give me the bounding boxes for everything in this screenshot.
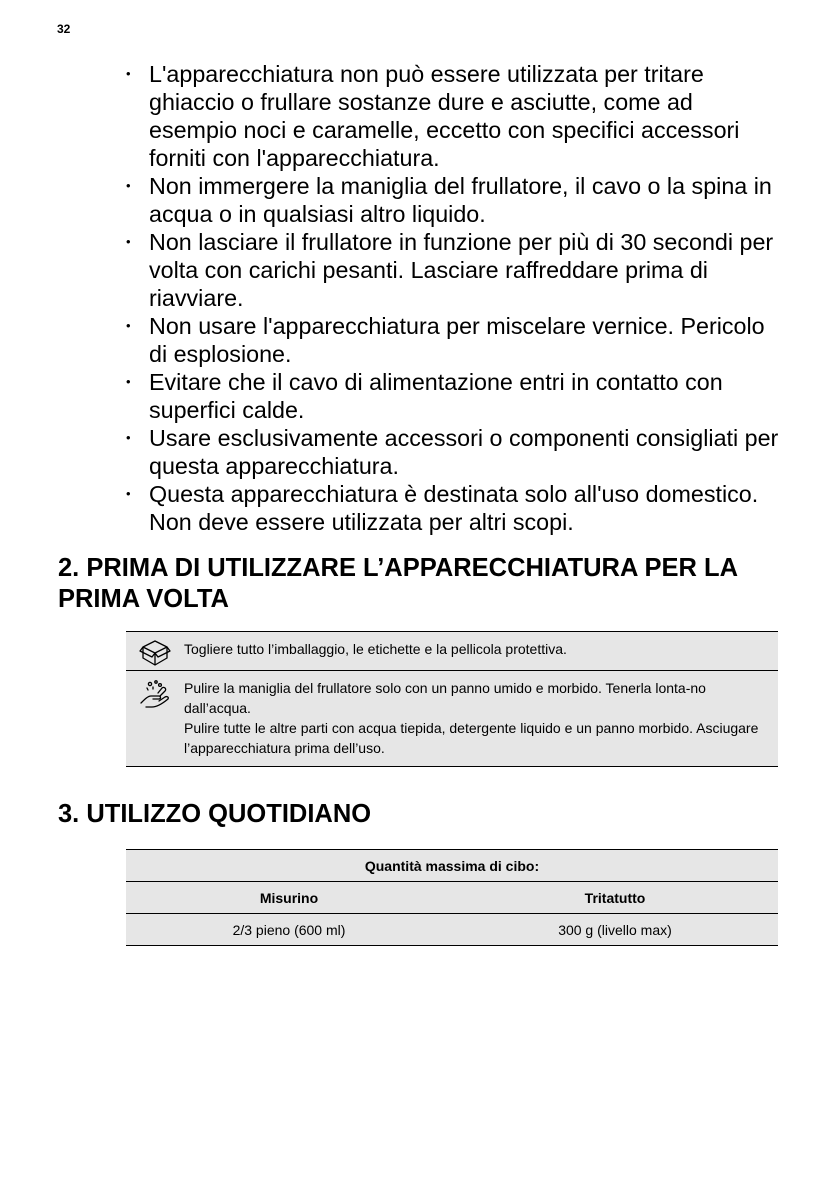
column-header: Tritatutto bbox=[452, 882, 778, 914]
list-item: • Questa apparecchiatura è destinata solo all'uso domestico. Non deve essere utilizzata per altri scopi. bbox=[125, 480, 785, 536]
safety-bullet-list bbox=[125, 60, 785, 536]
table-cell: 300 g (livello max) bbox=[452, 914, 778, 946]
instruction-text: Togliere tutto l’imballaggio, le etichette e la pellicola protettiva. bbox=[184, 641, 567, 657]
max-food-quantity-table bbox=[126, 849, 778, 946]
instruction-row bbox=[126, 632, 778, 670]
column-header: Misurino bbox=[126, 882, 452, 914]
hand-wash-icon bbox=[126, 671, 184, 766]
instruction-text: Pulire tutte le altre parti con acqua tiepida, detergente liquido e un panno morbido. Asciugare l’apparecchiatura prima dell’uso. bbox=[184, 720, 759, 756]
table-title: Quantità massima di cibo: bbox=[126, 850, 778, 882]
list-item: • Evitare che il cavo di alimentazione entri in contatto con superfici calde. bbox=[125, 368, 785, 424]
list-item: • Non usare l'apparecchiatura per miscelare vernice. Pericolo di esplosione. bbox=[125, 312, 785, 368]
page-number: 32 bbox=[57, 22, 71, 36]
list-item: • Non immergere la maniglia del frullatore, il cavo o la spina in acqua o in qualsiasi altro liquido. bbox=[125, 172, 785, 228]
box-unpack-icon bbox=[126, 632, 184, 670]
section-3-heading: 3. UTILIZZO QUOTIDIANO bbox=[58, 800, 372, 828]
table-cell: 2/3 pieno (600 ml) bbox=[126, 914, 452, 946]
table-row bbox=[126, 914, 778, 946]
section-2-heading: 2. PRIMA DI UTILIZZARE L’APPARECCHIATURA PER LA PRIMA VOLTA bbox=[58, 554, 738, 613]
list-item: • L'apparecchiatura non può essere utilizzata per tritare ghiaccio o frullare sostanze dure e asciutte, come ad esempio noci e caramelle, eccetto con specifici accessori forniti con l'apparecchiatura. bbox=[125, 60, 785, 172]
first-use-instructions bbox=[126, 631, 778, 767]
list-item: • Usare esclusivamente accessori o componenti consigliati per questa apparecchiatura. bbox=[125, 424, 785, 480]
list-item: • Non lasciare il frullatore in funzione per più di 30 secondi per volta con carichi pesanti. Lasciare raffreddare prima di riavviare. bbox=[125, 228, 785, 312]
instruction-row bbox=[126, 670, 778, 766]
instruction-text: Pulire la maniglia del frullatore solo con un panno umido e morbido. Tenerla lonta-no dall’acqua. bbox=[184, 680, 706, 716]
